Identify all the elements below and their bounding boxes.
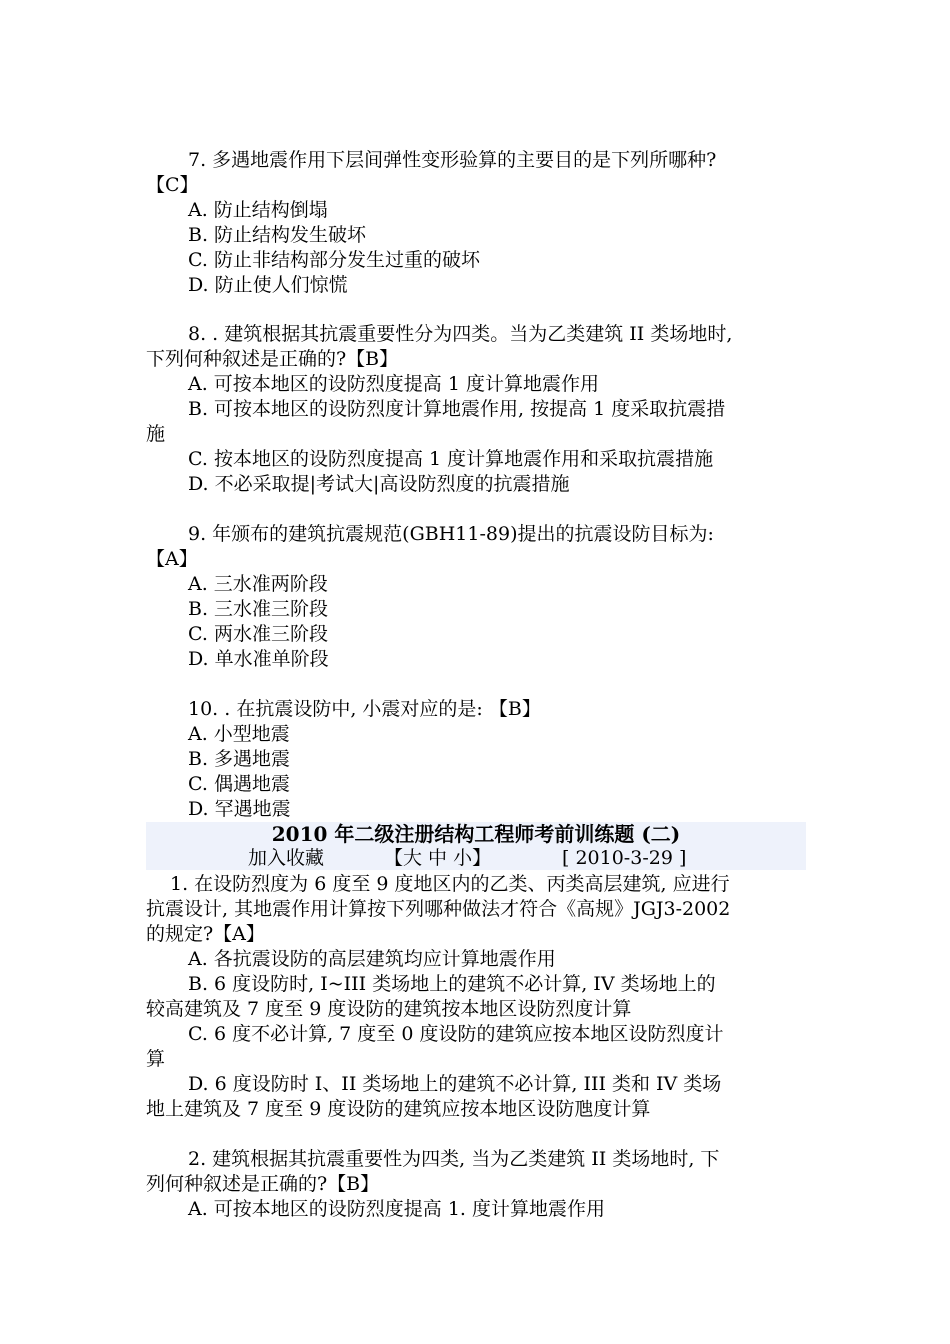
publish-date: [ 2010-3-29 ] [562, 847, 687, 869]
s2-question-text: 2. 建筑根据其抗震重要性为四类, 当为乙类建筑 II 类场地时, 下 [188, 1148, 720, 1170]
question-8-option-b: B. 可按本地区的设防烈度计算地震作用, 按提高 1 度采取抗震措 [188, 398, 726, 420]
s1-option-b-cont: 较高建筑及 7 度至 9 度设防的建筑按本地区设防烈度计算 [146, 998, 632, 1020]
question-7-text: 7. 多遇地震作用下层间弹性变形验算的主要目的是下列所哪种? [188, 149, 717, 171]
s1-option-b: B. 6 度设防时, I~III 类场地上的建筑不必计算, IV 类场地上的 [188, 973, 716, 995]
s1-question-answer: 的规定?【A】 [146, 923, 265, 945]
question-8-option-d: D. 不必采取提|考试大|高设防烈度的抗震措施 [188, 473, 570, 495]
question-9-option-c: C. 两水准三阶段 [188, 623, 328, 645]
question-10-option-b: B. 多遇地震 [188, 748, 291, 770]
add-favorite-link[interactable]: 加入收藏 [248, 847, 325, 869]
s2-question-text-cont: 列何种叙述是正确的?【B】 [146, 1173, 380, 1195]
s1-question-text-cont: 抗震设计, 其地震作用计算按下列哪种做法才符合《高规》JGJ3-2002 [146, 898, 731, 920]
question-10-option-a: A. 小型地震 [188, 723, 290, 745]
question-9-option-a: A. 三水准两阶段 [188, 573, 328, 595]
question-8-option-a: A. 可按本地区的设防烈度提高 1 度计算地震作用 [188, 373, 599, 395]
question-8-text: 8. . 建筑根据其抗震重要性分为四类。当为乙类建筑 II 类场地时, [188, 323, 733, 345]
question-7-option-b: B. 防止结构发生破坏 [188, 224, 367, 246]
s2-option-a: A. 可按本地区的设防烈度提高 1. 度计算地震作用 [188, 1198, 606, 1220]
question-7-answer: 【C】 [146, 174, 199, 196]
question-8-option-c: C. 按本地区的设防烈度提高 1 度计算地震作用和采取抗震措施 [188, 448, 714, 470]
question-8-text-cont: 下列何种叙述是正确的?【B】 [146, 348, 399, 370]
question-10-option-c: C. 偶遇地震 [188, 773, 290, 795]
s1-option-c-cont: 算 [146, 1048, 166, 1070]
question-9-answer: 【A】 [146, 548, 198, 570]
question-8-option-b-cont: 施 [146, 423, 166, 445]
s1-option-a: A. 各抗震设防的高层建筑均应计算地震作用 [188, 948, 556, 970]
question-10-option-d: D. 罕遇地震 [188, 798, 291, 820]
question-7-option-d: D. 防止使人们惊慌 [188, 274, 348, 296]
section-title: 2010 年二级注册结构工程师考前训练题 (二) [271, 822, 681, 846]
question-7-option-a: A. 防止结构倒塌 [188, 199, 328, 221]
question-9-option-b: B. 三水准三阶段 [188, 598, 329, 620]
s1-option-c: C. 6 度不必计算, 7 度至 0 度设防的建筑应按本地区设防烈度计 [188, 1023, 724, 1045]
question-9-text: 9. 年颁布的建筑抗震规范(GBH11-89)提出的抗震设防目标为: [188, 523, 714, 545]
question-10-text: 10. . 在抗震设防中, 小震对应的是: 【B】 [188, 698, 541, 720]
s1-option-d: D. 6 度设防时 I、II 类场地上的建筑不必计算, III 类和 IV 类场 [188, 1073, 722, 1095]
question-7-option-c: C. 防止非结构部分发生过重的破坏 [188, 249, 480, 271]
s1-option-d-cont: 地上建筑及 7 度至 9 度设防的建筑应按本地区设防虺度计算 [146, 1098, 651, 1120]
question-9-option-d: D. 单水准单阶段 [188, 648, 329, 670]
s1-question-text: 1. 在设防烈度为 6 度至 9 度地区内的乙类、丙类高层建筑, 应进行 [170, 873, 730, 895]
font-size-selector[interactable]: 【大 中 小】 [384, 847, 492, 869]
